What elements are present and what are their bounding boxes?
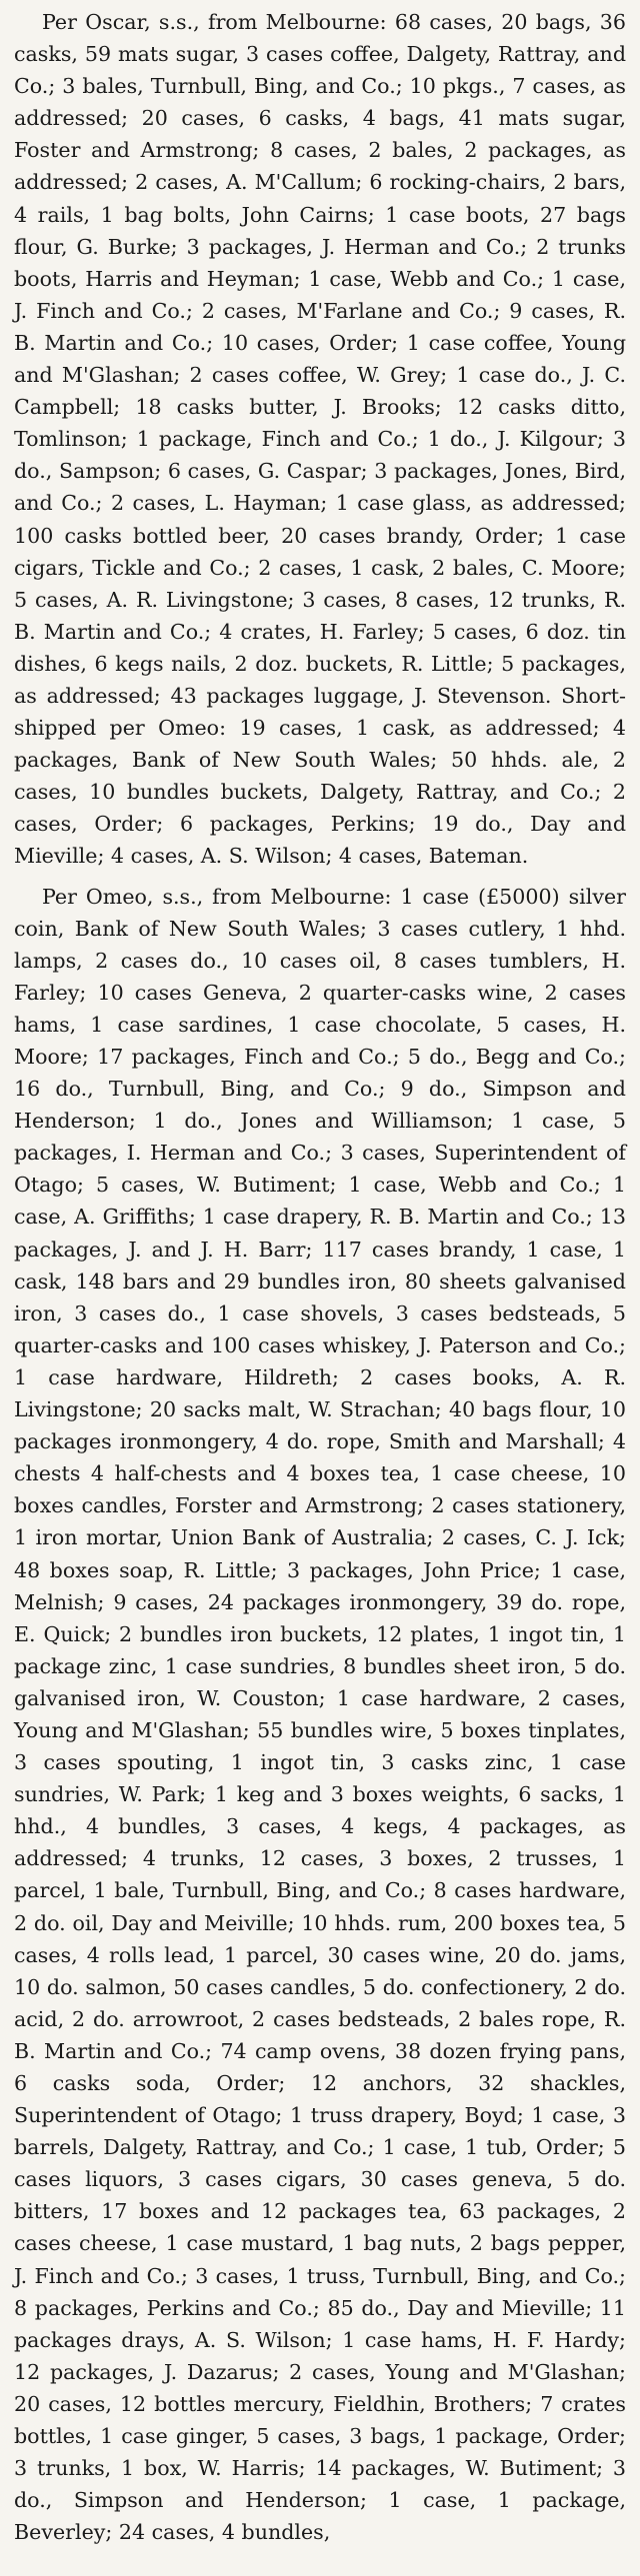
shipping-list-oscar: Per Oscar, s.s., from Melbourne: 68 cases, 20 bags, 36 casks, 59 mats sugar, 3 cases coffee, Dalgety, Rattray, and Co.; 3 bales, Turnbull, Bing, and Co.; 10 pkgs., 7 cases, as addressed; 20 cases, 6 casks, 4 bags, 41 mats sugar, Foster and Armstrong; 8 cases, 2 bales, 2 packages, as addressed; 2 cases, A. M'Callum; 6 rocking-chairs, 2 bars, 4 rails, 1 bag bolts, John Cairns; 1 case boots, 27 bags flour, G. Burke; 3 packages, J. Herman and Co.; 2 trunks boots, Harris and Heyman; 1 case, Webb and Co.; 1 case, J. Finch and Co.; 2 cases, M'Farlane and Co.; 9 cases, R. B. Martin and Co.; 10 cases, Order; 1 case coffee, Young and M'Glashan; 2 cases coffee, W. Grey; 1 case do., J. C. Campbell; 18 casks butter, J. Brooks; 12 casks ditto, Tomlinson; 1 package, Finch and Co.; 1 do., J. Kilgour; 3 do., Sampson; 6 cases, G. Caspar; 3 packages, Jones, Bird, and Co.; 2 cases, L. Hayman; 1 case glass, as addressed; 100 casks bottled beer, 20 cases brandy, Order; 1 case cigars, Tickle and Co.; 2 cases, 1 cask, 2 bales, C. Moore; 5 cases, A. R. Livingstone; 3 cases, 8 cases, 12 trunks, R. B. Martin and Co.; 4 crates, H. Farley; 5 cases, 6 doz. tin dishes, 6 kegs nails, 2 doz. buckets, R. Little; 5 packages, as addressed; 43 packages luggage, J. Stevenson. Short-shipped per Omeo: 19 cases, 1 cask, as addressed; 4 packages, Bank of New South Wales; 50 hhds. ale, 2 cases, 10 bundles buckets, Dalgety, Rattray, and Co.; 2 cases, Order; 6 packages, Perkins; 19 do., Day and Mieville; 4 cases, A. S. Wilson; 4 cases, Bateman. — [14, 10, 626, 869]
shipping-list-omeo: Per Omeo, s.s., from Melbourne: 1 case (£5000) silver coin, Bank of New South Wales; 3 cases cutlery, 1 hhd. lamps, 2 cases do., 10 cases oil, 8 cases tumblers, H. Farley; 10 cases Geneva, 2 quarter-casks wine, 2 cases hams, 1 case sardines, 1 case chocolate, 5 cases, H. Moore; 17 packages, Finch and Co.; 5 do., Begg and Co.; 16 do., Turnbull, Bing, and Co.; 9 do., Simpson and Henderson; 1 do., Jones and Williamson; 1 case, 5 packages, I. Herman and Co.; 3 cases, Superintendent of Otago; 5 cases, W. Butiment; 1 case, Webb and Co.; 1 case, A. Griffiths; 1 case drapery, R. B. Martin and Co.; 13 packages, J. and J. H. Barr; 117 cases brandy, 1 case, 1 cask, 148 bars and 29 bundles iron, 80 sheets galvanised iron, 3 cases do., 1 case shovels, 3 cases bedsteads, 5 quarter-casks and 100 cases whiskey, J. Paterson and Co.; 1 case hardware, Hildreth; 2 cases books, A. R. Livingstone; 20 sacks malt, W. Strachan; 40 bags flour, 10 packages ironmongery, 4 do. rope, Smith and Marshall; 4 chests 4 half-chests and 4 boxes tea, 1 case cheese, 10 boxes candles, Forster and Armstrong; 2 cases stationery, 1 iron mortar, Union Bank of Australia; 2 cases, C. J. Ick; 48 boxes soap, R. Little; 3 packages, John Price; 1 case, Melnish; 9 cases, 24 packages ironmongery, 39 do. rope, E. Quick; 2 bundles iron buckets, 12 plates, 1 ingot tin, 1 package zinc, 1 case sundries, 8 bundles sheet iron, 5 do. galvanised iron, W. Couston; 1 case hardware, 2 cases, Young and M'Glashan; 55 bundles wire, 5 boxes tinplates, 3 cases spouting, 1 ingot tin, 3 casks zinc, 1 case sundries, W. Park; 1 keg and 3 boxes weights, 6 sacks, 1 hhd., 4 bundles, 3 cases, 4 kegs, 4 packages, as addressed; 4 trunks, 12 cases, 3 boxes, 2 trusses, 1 parcel, 1 bale, Turnbull, Bing, and Co.; 8 cases hardware, 2 do. oil, Day and Meiville; 10 hhds. rum, 200 boxes tea, 5 cases, 4 rolls lead, 1 parcel, 30 cases wine, 20 do. jams, 10 do. salmon, 50 cases candles, 5 do. confectionery, 2 do. acid, 2 do. arrowroot, 2 cases bedsteads, 2 bales rope, R. B. Martin and Co.; 74 camp ovens, 38 dozen frying pans, 6 casks soda, Order; 12 anchors, 32 shackles, Superintendent of Otago; 1 truss drapery, Boyd; 1 case, 3 barrels, Dalgety, Rattray, and Co.; 1 case, 1 tub, Order; 5 cases liquors, 3 cases cigars, 30 cases geneva, 5 do. bitters, 17 boxes and 12 packages tea, 63 packages, 2 cases cheese, 1 case mustard, 1 bag nuts, 2 bags pepper, J. Finch and Co.; 3 cases, 1 truss, Turnbull, Bing, and Co.; 8 packages, Perkins and Co.; 85 do., Day and Mieville; 11 packages drays, A. S. Wilson; 1 case hams, H. F. Hardy; 12 packages, J. Dazarus; 2 cases, Young and M'Glashan; 20 cases, 12 bottles mercury, Fieldhin, Brothers; 7 crates bottles, 1 case ginger, 5 cases, 3 bags, 1 package, Order; 3 trunks, 1 box, W. Harris; 14 packages, W. Butiment; 3 do., Simpson and Henderson; 1 case, 1 package, Beverley; 24 cases, 4 bundles, — [14, 884, 626, 2545]
